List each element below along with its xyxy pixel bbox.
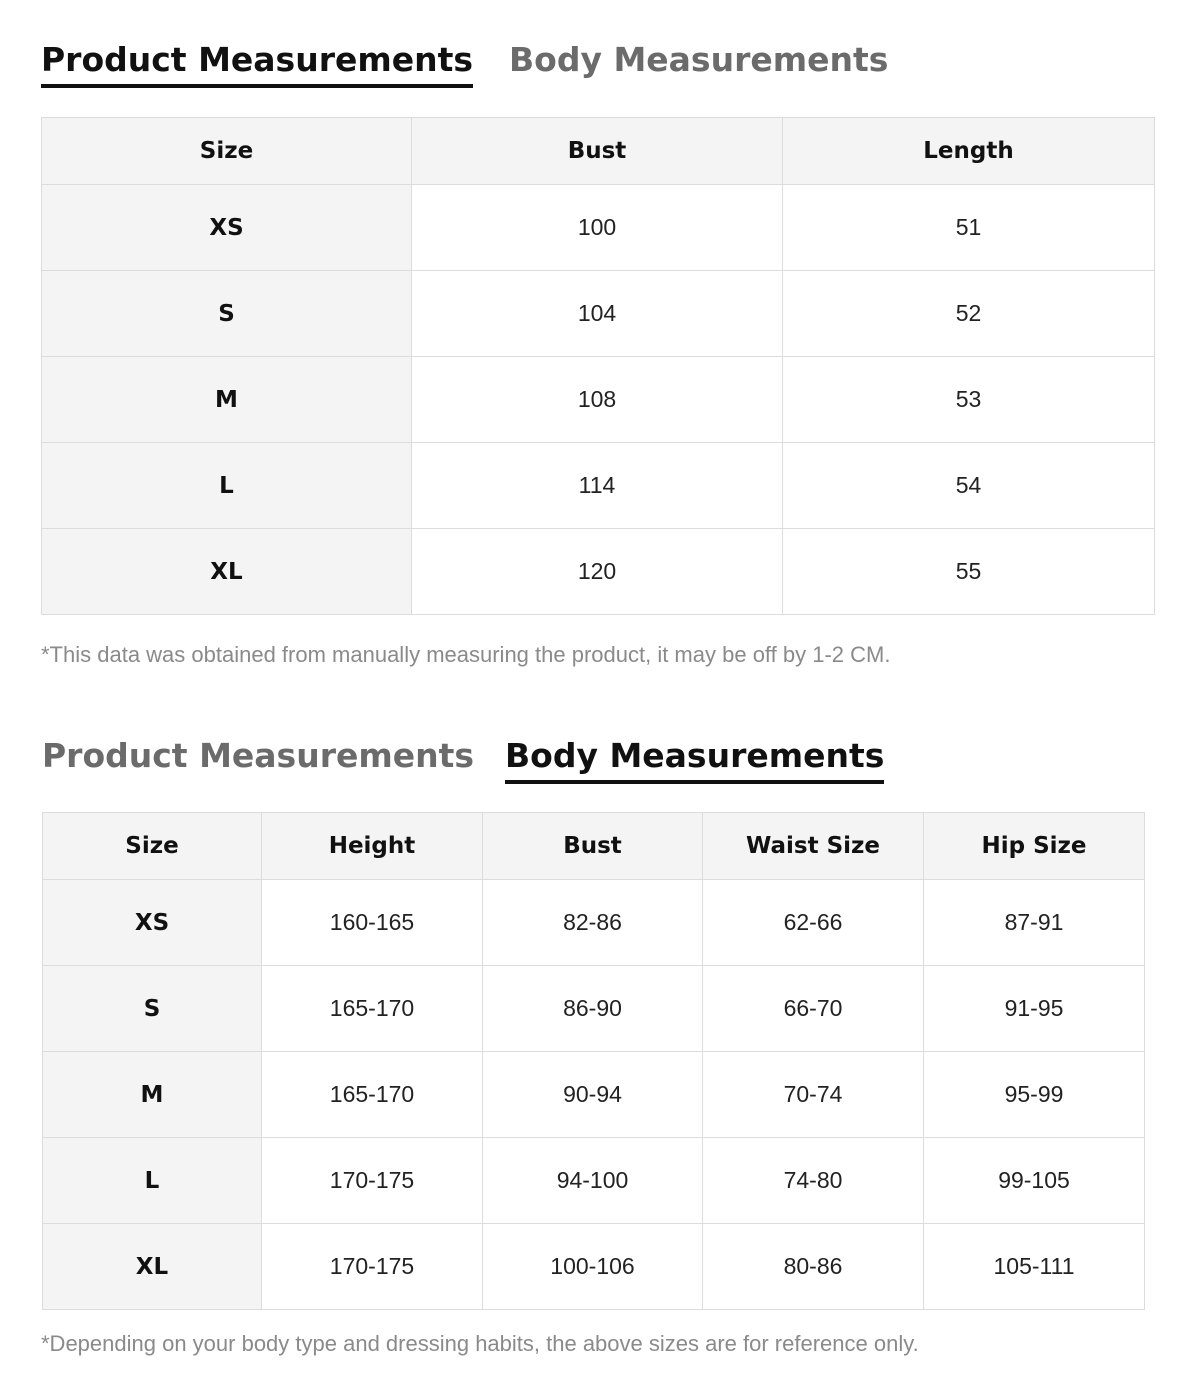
waist-size-cell: 62-66 bbox=[703, 880, 924, 966]
table-row bbox=[43, 1224, 1145, 1310]
table-row bbox=[43, 1138, 1145, 1224]
height-cell: 165-170 bbox=[262, 1052, 483, 1138]
table-row bbox=[42, 271, 1155, 357]
column-header-length: Length bbox=[783, 118, 1155, 185]
bust-cell: 82-86 bbox=[483, 880, 703, 966]
length-cell: 52 bbox=[783, 271, 1155, 357]
table-row bbox=[42, 529, 1155, 615]
waist-size-cell: 74-80 bbox=[703, 1138, 924, 1224]
length-cell: 51 bbox=[783, 185, 1155, 271]
size-cell: XS bbox=[43, 880, 262, 966]
tab-body-measurements[interactable]: Body Measurements bbox=[505, 736, 884, 784]
column-header-hip-size: Hip Size bbox=[924, 813, 1145, 880]
hip-size-cell: 99-105 bbox=[924, 1138, 1145, 1224]
bust-cell: 108 bbox=[412, 357, 783, 443]
length-cell: 54 bbox=[783, 443, 1155, 529]
table-row bbox=[42, 443, 1155, 529]
tab-body-measurements[interactable]: Body Measurements bbox=[509, 40, 889, 79]
table-row bbox=[43, 880, 1145, 966]
bust-cell: 90-94 bbox=[483, 1052, 703, 1138]
product-size-table bbox=[41, 117, 1155, 615]
size-cell: S bbox=[43, 966, 262, 1052]
hip-size-cell: 87-91 bbox=[924, 880, 1145, 966]
table-row bbox=[43, 966, 1145, 1052]
bust-cell: 114 bbox=[412, 443, 783, 529]
tab-product-measurements[interactable]: Product Measurements bbox=[41, 40, 473, 88]
size-cell: L bbox=[42, 443, 412, 529]
body-size-table bbox=[42, 812, 1145, 1310]
table-header-row bbox=[43, 813, 1145, 880]
body-measurement-note: *Depending on your body type and dressing habits, the above sizes are for reference only. bbox=[41, 1331, 919, 1356]
size-cell: XL bbox=[43, 1224, 262, 1310]
height-cell: 170-175 bbox=[262, 1224, 483, 1310]
size-cell: M bbox=[43, 1052, 262, 1138]
size-cell: XL bbox=[42, 529, 412, 615]
hip-size-cell: 105-111 bbox=[924, 1224, 1145, 1310]
table-row bbox=[42, 357, 1155, 443]
size-cell: XS bbox=[42, 185, 412, 271]
column-header-size: Size bbox=[43, 813, 262, 880]
product-measurement-note: *This data was obtained from manually measuring the product, it may be off by 1-2 CM. bbox=[41, 642, 891, 667]
bust-cell: 104 bbox=[412, 271, 783, 357]
column-header-size: Size bbox=[42, 118, 412, 185]
table-header-row bbox=[42, 118, 1155, 185]
bust-cell: 100 bbox=[412, 185, 783, 271]
table-row bbox=[42, 185, 1155, 271]
bust-cell: 100-106 bbox=[483, 1224, 703, 1310]
bust-cell: 86-90 bbox=[483, 966, 703, 1052]
hip-size-cell: 95-99 bbox=[924, 1052, 1145, 1138]
column-header-bust: Bust bbox=[483, 813, 703, 880]
table-row bbox=[43, 1052, 1145, 1138]
size-cell: M bbox=[42, 357, 412, 443]
waist-size-cell: 70-74 bbox=[703, 1052, 924, 1138]
column-header-height: Height bbox=[262, 813, 483, 880]
bust-cell: 94-100 bbox=[483, 1138, 703, 1224]
height-cell: 170-175 bbox=[262, 1138, 483, 1224]
size-cell: L bbox=[43, 1138, 262, 1224]
hip-size-cell: 91-95 bbox=[924, 966, 1145, 1052]
waist-size-cell: 80-86 bbox=[703, 1224, 924, 1310]
column-header-bust: Bust bbox=[412, 118, 783, 185]
waist-size-cell: 66-70 bbox=[703, 966, 924, 1052]
column-header-waist-size: Waist Size bbox=[703, 813, 924, 880]
measurement-tabs bbox=[42, 736, 942, 786]
size-cell: S bbox=[42, 271, 412, 357]
tab-product-measurements[interactable]: Product Measurements bbox=[42, 736, 475, 775]
bust-cell: 120 bbox=[412, 529, 783, 615]
height-cell: 160-165 bbox=[262, 880, 483, 966]
height-cell: 165-170 bbox=[262, 966, 483, 1052]
measurement-tabs bbox=[41, 40, 941, 90]
length-cell: 53 bbox=[783, 357, 1155, 443]
length-cell: 55 bbox=[783, 529, 1155, 615]
